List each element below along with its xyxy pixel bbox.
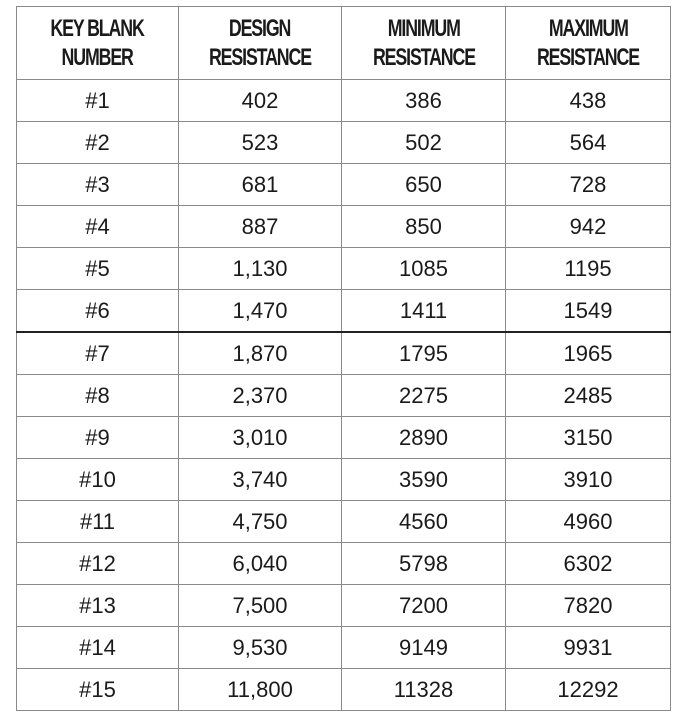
cell-key-blank-number: #7 [17, 332, 179, 375]
header-maximum-resistance [506, 7, 671, 80]
cell-key-blank-number: #1 [17, 80, 179, 122]
cell-key-blank-number: #13 [17, 585, 179, 627]
cell-maximum-resistance: 9931 [506, 627, 671, 669]
cell-design-resistance: 1,870 [179, 332, 342, 375]
cell-maximum-resistance: 12292 [506, 669, 671, 711]
cell-maximum-resistance: 3150 [506, 417, 671, 459]
resistance-table-container [16, 6, 670, 711]
header-line: DESIGN [229, 15, 291, 42]
cell-key-blank-number: #10 [17, 459, 179, 501]
cell-maximum-resistance: 1965 [506, 332, 671, 375]
cell-minimum-resistance: 5798 [342, 543, 506, 585]
table-row [17, 585, 671, 627]
cell-minimum-resistance: 7200 [342, 585, 506, 627]
cell-minimum-resistance: 3590 [342, 459, 506, 501]
cell-maximum-resistance: 1195 [506, 248, 671, 290]
table-row [17, 417, 671, 459]
cell-design-resistance: 7,500 [179, 585, 342, 627]
header-line: RESISTANCE [372, 44, 475, 71]
cell-design-resistance: 681 [179, 164, 342, 206]
header-design-resistance [179, 7, 342, 80]
cell-minimum-resistance: 2890 [342, 417, 506, 459]
cell-minimum-resistance: 386 [342, 80, 506, 122]
cell-key-blank-number: #8 [17, 375, 179, 417]
cell-maximum-resistance: 564 [506, 122, 671, 164]
table-row [17, 122, 671, 164]
cell-design-resistance: 523 [179, 122, 342, 164]
table-row [17, 332, 671, 375]
cell-maximum-resistance: 438 [506, 80, 671, 122]
header-line: MINIMUM [387, 15, 460, 42]
cell-design-resistance: 3,010 [179, 417, 342, 459]
cell-key-blank-number: #2 [17, 122, 179, 164]
table-header-row [17, 7, 671, 80]
table-row [17, 627, 671, 669]
cell-minimum-resistance: 9149 [342, 627, 506, 669]
cell-design-resistance: 1,130 [179, 248, 342, 290]
cell-minimum-resistance: 1411 [342, 290, 506, 333]
header-line: RESISTANCE [537, 44, 639, 71]
cell-minimum-resistance: 2275 [342, 375, 506, 417]
cell-minimum-resistance: 1085 [342, 248, 506, 290]
cell-design-resistance: 3,740 [179, 459, 342, 501]
header-line: KEY BLANK [50, 15, 145, 42]
cell-key-blank-number: #6 [17, 290, 179, 333]
cell-design-resistance: 4,750 [179, 501, 342, 543]
cell-design-resistance: 1,470 [179, 290, 342, 333]
cell-maximum-resistance: 6302 [506, 543, 671, 585]
table-row [17, 501, 671, 543]
cell-minimum-resistance: 850 [342, 206, 506, 248]
cell-key-blank-number: #11 [17, 501, 179, 543]
cell-design-resistance: 11,800 [179, 669, 342, 711]
cell-minimum-resistance: 4560 [342, 501, 506, 543]
cell-minimum-resistance: 650 [342, 164, 506, 206]
table-row [17, 375, 671, 417]
cell-key-blank-number: #14 [17, 627, 179, 669]
cell-design-resistance: 9,530 [179, 627, 342, 669]
header-key-blank-number [17, 7, 179, 80]
cell-maximum-resistance: 1549 [506, 290, 671, 333]
table-row [17, 290, 671, 333]
cell-minimum-resistance: 502 [342, 122, 506, 164]
cell-design-resistance: 2,370 [179, 375, 342, 417]
cell-maximum-resistance: 3910 [506, 459, 671, 501]
cell-key-blank-number: #15 [17, 669, 179, 711]
header-line: RESISTANCE [209, 44, 311, 71]
cell-key-blank-number: #3 [17, 164, 179, 206]
cell-maximum-resistance: 4960 [506, 501, 671, 543]
table-row [17, 459, 671, 501]
cell-key-blank-number: #9 [17, 417, 179, 459]
header-line: MAXIMUM [548, 15, 628, 42]
cell-minimum-resistance: 11328 [342, 669, 506, 711]
cell-design-resistance: 887 [179, 206, 342, 248]
cell-maximum-resistance: 942 [506, 206, 671, 248]
table-row [17, 248, 671, 290]
header-line: NUMBER [61, 44, 134, 71]
cell-key-blank-number: #5 [17, 248, 179, 290]
cell-maximum-resistance: 2485 [506, 375, 671, 417]
table-row [17, 669, 671, 711]
table-row [17, 164, 671, 206]
cell-design-resistance: 402 [179, 80, 342, 122]
cell-maximum-resistance: 728 [506, 164, 671, 206]
cell-key-blank-number: #12 [17, 543, 179, 585]
table-row [17, 80, 671, 122]
table-body [17, 80, 671, 711]
table-row [17, 206, 671, 248]
cell-maximum-resistance: 7820 [506, 585, 671, 627]
table-row [17, 543, 671, 585]
header-minimum-resistance [342, 7, 506, 80]
key-blank-resistance-table [16, 6, 671, 711]
cell-minimum-resistance: 1795 [342, 332, 506, 375]
cell-design-resistance: 6,040 [179, 543, 342, 585]
cell-key-blank-number: #4 [17, 206, 179, 248]
